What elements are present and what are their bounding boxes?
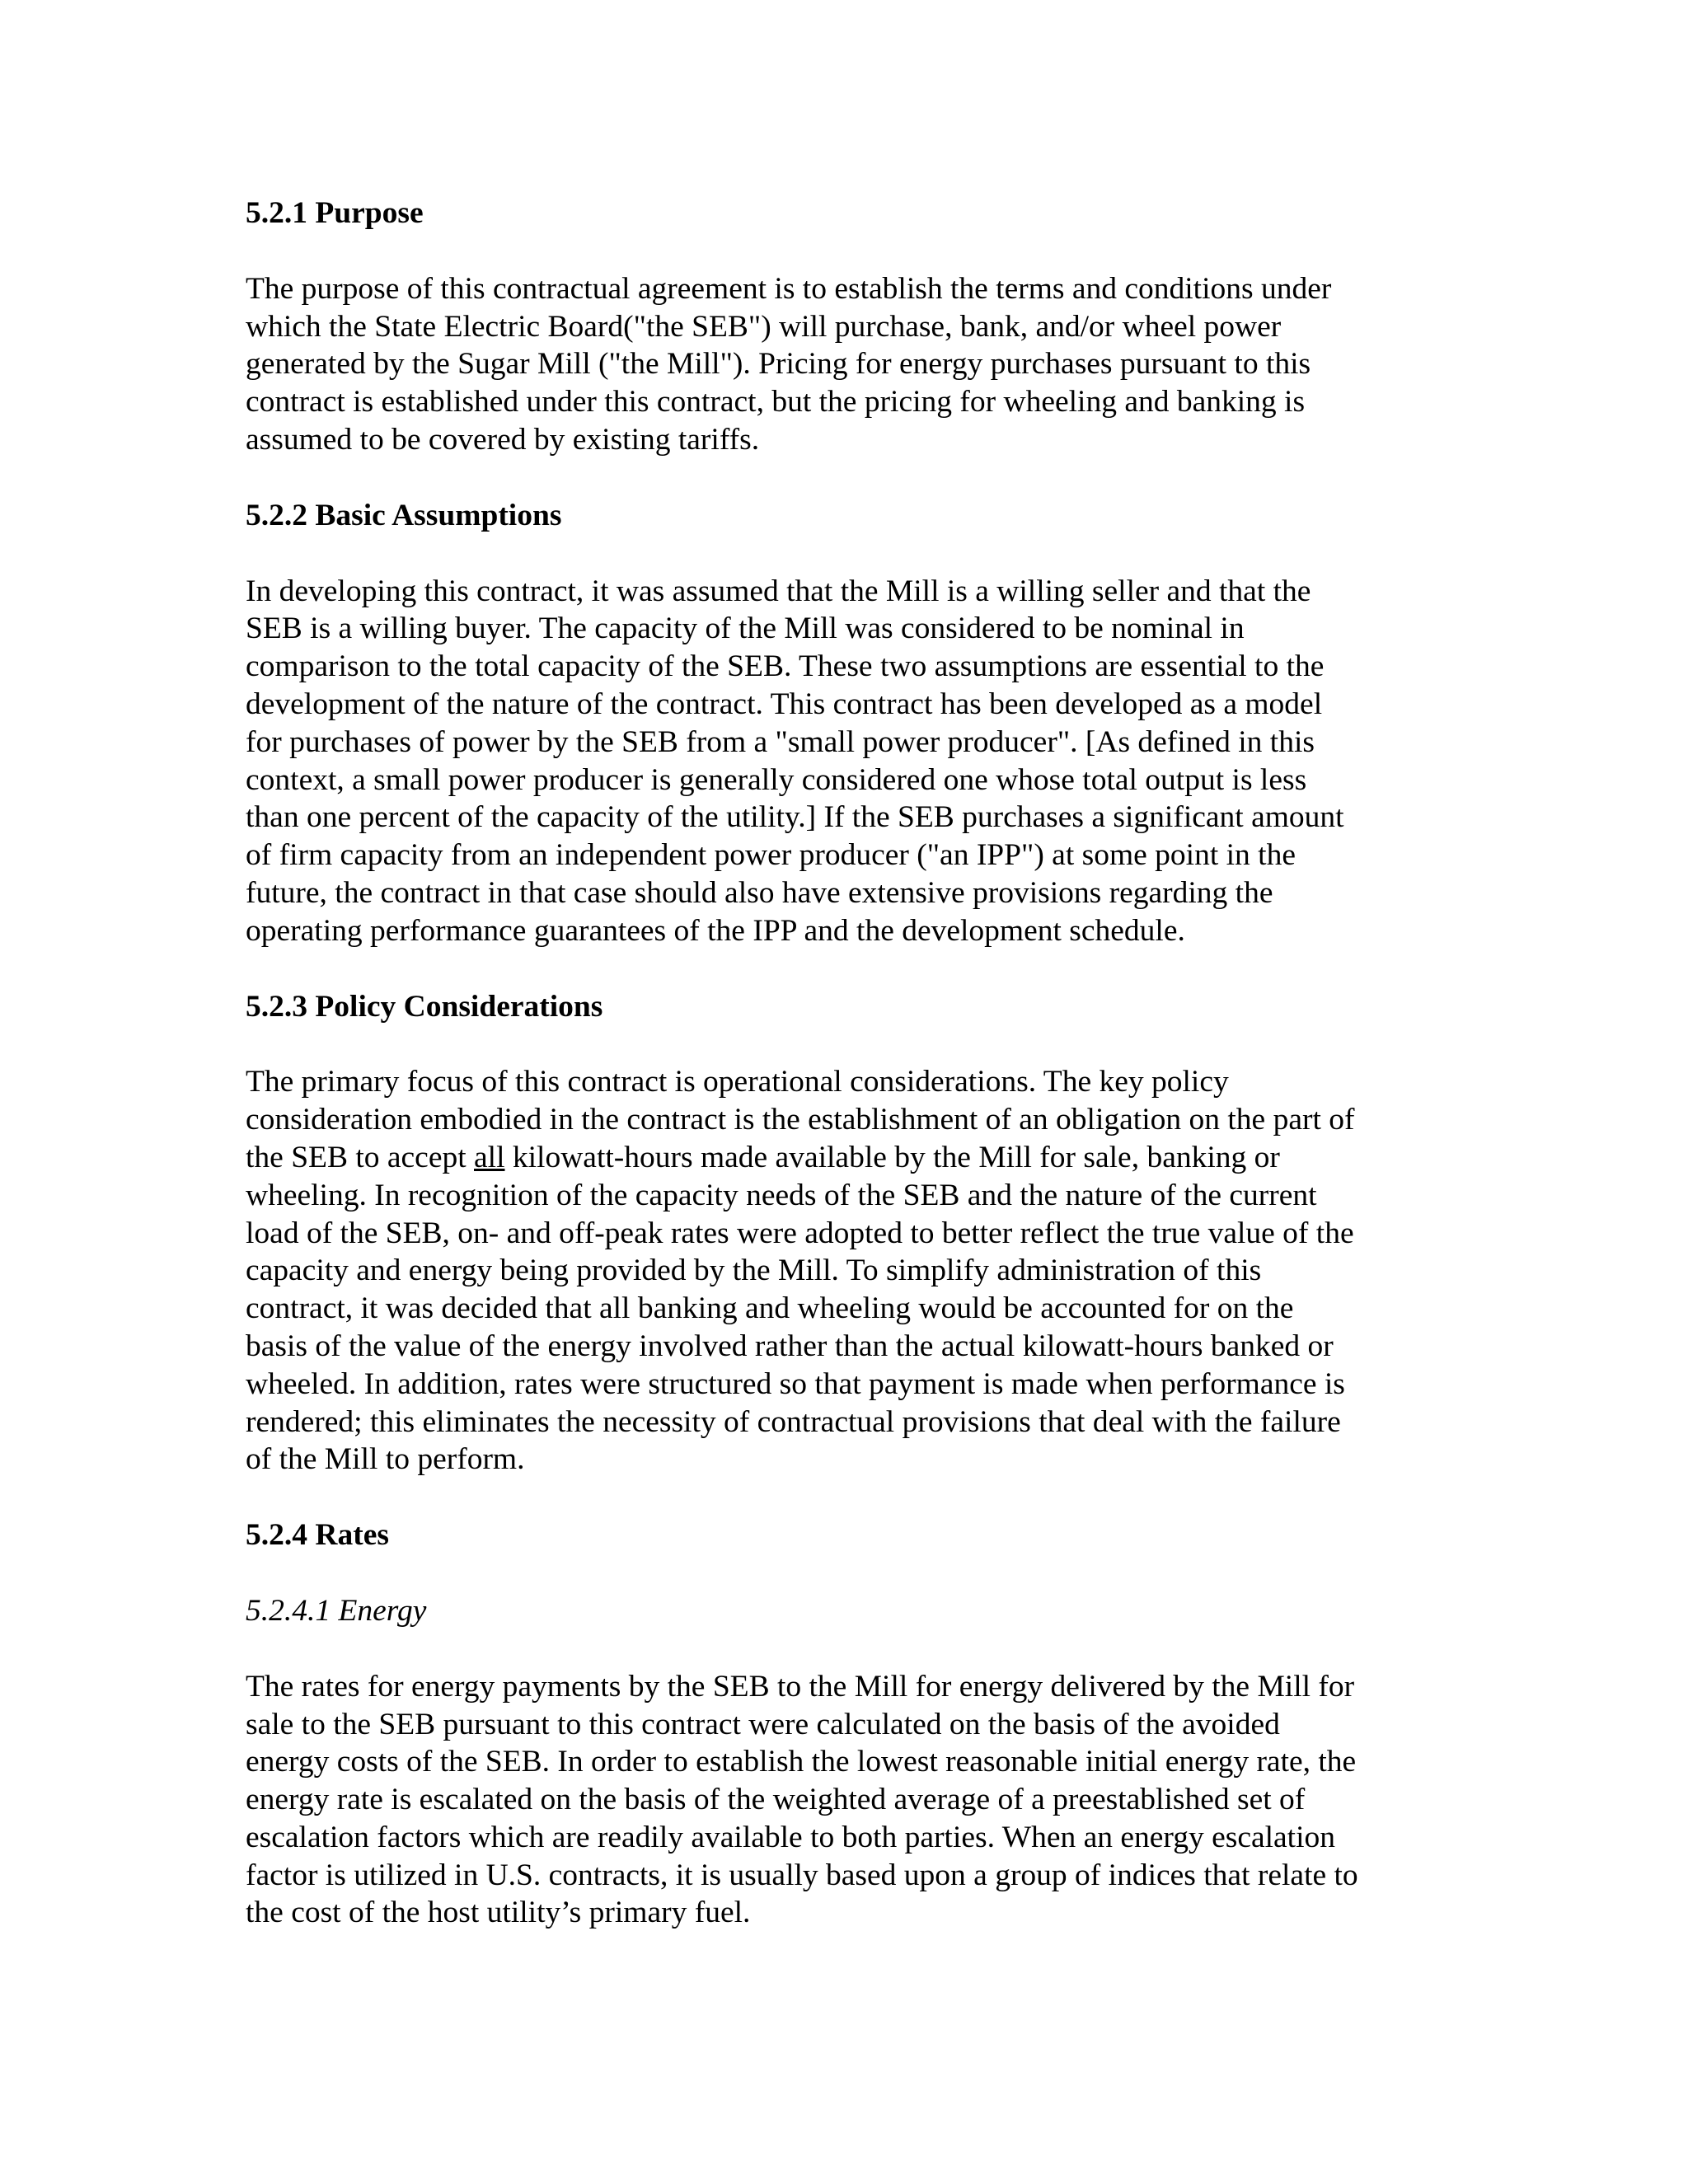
text-line: the cost of the host utility’s primary fuel. — [246, 1896, 751, 1930]
text-line: future, the contract in that case should also have extensive provisions regarding the — [246, 875, 1273, 910]
text-line: energy costs of the SEB. In order to establish the lowest reasonable initial energy rate, the — [246, 1745, 1357, 1779]
section-heading-purpose: 5.2.1 Purpose — [246, 196, 424, 230]
text-line: escalation factors which are readily available to both parties. When an energy escalation — [246, 1820, 1336, 1854]
text-line: development of the nature of the contract. This contract has been developed as a model — [246, 687, 1323, 721]
text-line: comparison to the total capacity of the SEB. These two assumptions are essential to the — [246, 649, 1325, 684]
text-line: of the Mill to perform. — [246, 1442, 525, 1477]
text-line: generated by the Sugar Mill ("the Mill"). Pricing for energy purchases pursuant to this — [246, 347, 1311, 382]
text-line: capacity and energy being provided by the Mill. To simplify administration of this — [246, 1254, 1262, 1288]
text-line — [246, 1139, 1457, 1177]
text-line: The purpose of this contractual agreement is to establish the terms and conditions under — [246, 271, 1332, 306]
text-line: In developing this contract, it was assumed that the Mill is a willing seller and that the — [246, 574, 1311, 608]
paragraph-energy-rates — [246, 1668, 1457, 1933]
text-fragment: the SEB to accept — [246, 1140, 475, 1174]
text-line: than one percent of the capacity of the utility.] If the SEB purchases a significant amount — [246, 800, 1344, 835]
text-line: for purchases of power by the SEB from a "small power producer". [As defined in this — [246, 724, 1315, 759]
text-line: sale to the SEB pursuant to this contract were calculated on the basis of the avoided — [246, 1707, 1280, 1741]
text-line: factor is utilized in U.S. contracts, it is usually based upon a group of indices that relate to — [246, 1858, 1358, 1892]
paragraph-purpose — [246, 270, 1457, 459]
text-line: load of the SEB, on- and off-peak rates were adopted to better reflect the true value of the — [246, 1216, 1354, 1250]
paragraph-basic-assumptions — [246, 573, 1457, 950]
text-line: energy rate is escalated on the basis of the weighted average of a preestablished set of — [246, 1783, 1306, 1817]
text-line: basis of the value of the energy involved rather than the actual kilowatt-hours banked or — [246, 1329, 1334, 1363]
underlined-word: all — [474, 1140, 505, 1174]
section-heading-rates: 5.2.4 Rates — [246, 1518, 389, 1553]
text-line: wheeling. In recognition of the capacity needs of the SEB and the nature of the current — [246, 1178, 1317, 1212]
text-line: contract, it was decided that all banking and wheeling would be accounted for on the — [246, 1291, 1294, 1326]
subsection-heading-energy: 5.2.4.1 Energy — [246, 1593, 427, 1628]
text-line: which the State Electric Board("the SEB") will purchase, bank, and/or wheel power — [246, 309, 1282, 344]
text-line: consideration embodied in the contract is the establishment of an obligation on the part of — [246, 1103, 1355, 1137]
text-line: rendered; this eliminates the necessity of contractual provisions that deal with the failure — [246, 1404, 1341, 1439]
section-heading-policy-considerations: 5.2.3 Policy Considerations — [246, 989, 603, 1024]
text-line: assumed to be covered by existing tariffs. — [246, 422, 760, 457]
section-heading-basic-assumptions: 5.2.2 Basic Assumptions — [246, 498, 562, 532]
text-fragment: kilowatt-hours made available by the Mill for sale, banking or — [504, 1140, 1280, 1174]
document-page — [246, 194, 1457, 1970]
text-line: The primary focus of this contract is operational considerations. The key policy — [246, 1065, 1229, 1099]
text-line: SEB is a willing buyer. The capacity of the Mill was considered to be nominal in — [246, 612, 1245, 646]
text-line: of firm capacity from an independent power producer ("an IPP") at some point in the — [246, 838, 1296, 873]
text-line: wheeled. In addition, rates were structured so that payment is made when performance is — [246, 1366, 1345, 1401]
paragraph-policy-considerations — [246, 1063, 1457, 1479]
text-line: The rates for energy payments by the SEB to the Mill for energy delivered by the Mill for — [246, 1669, 1355, 1704]
text-line: context, a small power producer is generally considered one whose total output is less — [246, 762, 1307, 797]
text-line: operating performance guarantees of the IPP and the development schedule. — [246, 913, 1185, 948]
text-line: contract is established under this contract, but the pricing for wheeling and banking is — [246, 385, 1306, 419]
